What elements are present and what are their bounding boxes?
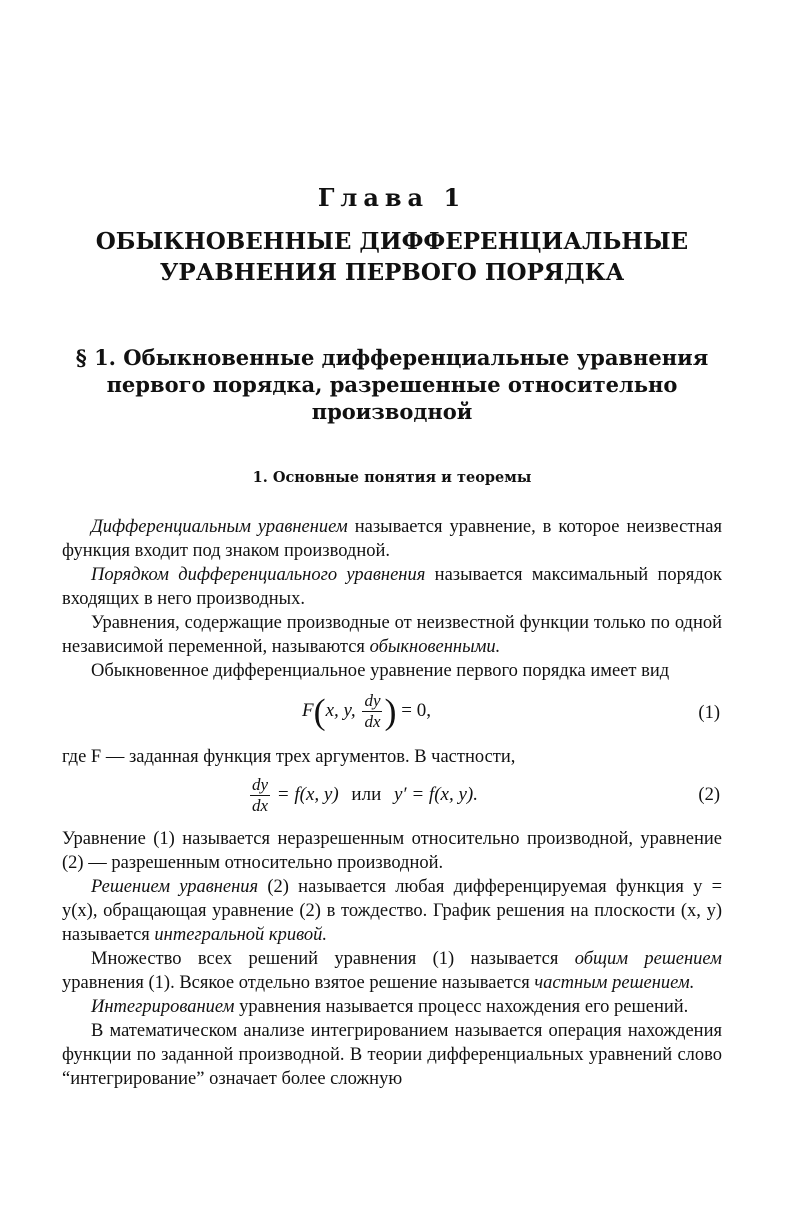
paragraph-form [62,659,722,683]
term-solution: Решением уравнения [91,877,259,897]
term-ordinary: обыкновенными. [369,637,501,657]
paragraph-order [62,563,722,611]
chapter-title-line2: УРАВНЕНИЯ ПЕРВОГО ПОРЯДКА [159,259,625,286]
eq1-denominator: dx [364,712,381,731]
eq2-rhs1: = f(x, y) [276,783,339,805]
section-title-line1: § 1. Обыкновенные дифференциальные уравнения [75,345,709,370]
paragraph-solution [62,875,722,947]
section-title [62,344,722,425]
term-differential-equation: Дифференциальным уравнением [91,517,348,537]
eq2-or: или [351,783,382,805]
eq1-function: F [302,699,314,721]
chapter-label: Глава 1 [317,183,467,212]
eq1-fraction [362,691,382,732]
eq2-rhs2: y′ = f(x, y). [394,783,478,805]
eq2-denominator: dx [252,796,269,815]
term-integration: Интегрированием [91,997,235,1017]
body-text [62,515,722,1091]
left-paren: ( [313,691,326,732]
chapter-title-line1: ОБЫКНОВЕННЫЕ ДИФФЕРЕНЦИАЛЬНЫЕ [95,228,689,255]
paragraph-ordinary [62,611,722,659]
paragraph-text: называется уравнение, в которое неизвестная функция входит под знаком производной. [62,517,723,561]
eq2-numerator: dy [252,775,269,794]
paragraph-text: Множество всех решений уравнения (1) называется [91,949,575,969]
section-title-line3: производной [311,399,473,424]
paragraph-analysis [62,1019,722,1091]
eq1-numerator: dy [364,691,381,710]
eq1-args: x, y, [325,699,356,721]
equation-number-2: (2) [698,785,720,805]
paragraph-text: Обыкновенное дифференциальное уравнение первого порядка имеет вид [91,661,670,681]
paragraph-text: уравнения называется процесс нахождения его решений. [234,997,689,1017]
paragraph-text: называется максимальный порядок входящих в него производных. [62,565,723,609]
term-general-solution: общим решением [574,949,722,969]
book-page [62,0,722,1216]
equation-1 [62,683,722,745]
eq1-rhs: = 0, [401,699,431,721]
section-title-line2: первого порядка, разрешенные относительно [106,372,678,397]
term-particular-solution: частным решением. [534,973,695,993]
equation-number-1: (1) [698,703,720,723]
paragraph-text: (2) называется любая дифференцируемая функция y = y(x), обращающая уравнение (2) в тождество. График решения на плоскости (x, y) называется [62,877,723,945]
term-order: Порядком дифференциального уравнения [91,565,426,585]
paragraph-integration [62,995,722,1019]
eq2-fraction [250,775,270,816]
paragraph-definition [62,515,722,563]
paragraph-text: уравнения (1). Всякое отдельно взятое решение называется [62,973,535,993]
paragraph-text: В математическом анализе интегрированием называется операция нахождения функции по заданной производной. В теории дифференциальных уравнений слово “интегрирование” означает более сложную [62,1021,722,1089]
paragraph-general-solution [62,947,722,995]
paragraph-where [62,745,722,769]
right-paren: ) [384,691,397,732]
chapter-title [62,226,722,288]
term-integral-curve: интегральной кривой. [154,925,327,945]
equation-2 [62,769,722,827]
paragraph-text: где F — заданная функция трех аргументов. В частности, [62,747,516,767]
equation-2-body [248,775,478,816]
paragraph-text: Уравнения, содержащие производные от неизвестной функции только по одной независимой переменной, называются [62,613,722,657]
equation-1-body [302,691,431,732]
paragraph-text: Уравнение (1) называется неразрешенным относительно производной, уравнение (2) — разрешенным относительно производной. [62,829,722,873]
paragraph-resolved [62,827,722,875]
subsection-title: 1. Основные понятия и теоремы [252,469,532,486]
